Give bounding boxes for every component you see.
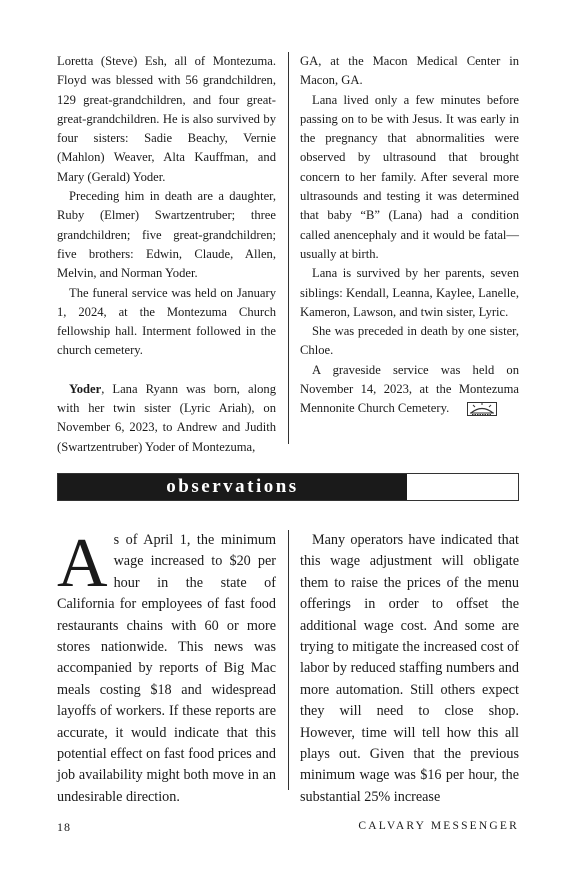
page-number: 18 [57, 820, 71, 834]
obituary-paragraph: Loretta (Steve) Esh, all of Montezuma. Floyd was blessed with 56 grandchildren, 129 great-grandchildren, and four great-great-grandchildren. He is also survived by four sisters: Sadie Beachy, Vernie (Mahlon) Weaver, Alta Kauffman, and Mary (Gerald) Yoder. [57, 54, 276, 184]
drop-cap: A [57, 525, 108, 602]
obituary-column-right [300, 52, 519, 419]
observations-text: s of April 1, the minimum wage increased to $20 per hour in the state of California for employees of fast food restaurants chains with 60 or more stores nationwide. This news was accompanied by reports of Big Mac meals costing $18 and widespread layoffs of workers. If these reports are accurate, it would indicate that this potential effect on fast food prices and job availability might both move in an undesirable direction. [57, 532, 276, 805]
section-banner [57, 473, 519, 501]
obituary-paragraph-last [300, 361, 519, 419]
publication-name: CALVARY MESSENGER [358, 820, 519, 832]
section-title: observations [166, 476, 299, 497]
column-divider-top [288, 52, 289, 444]
obituary-paragraph-yoder [57, 380, 276, 457]
sunrise-ornament-icon [467, 402, 497, 416]
obituary-paragraph: She was preceded in death by one sister, Chloe. [300, 324, 519, 358]
obituary-paragraph: Preceding him in death are a daughter, Ruby (Elmer) Swartzentruber; three grandchildren; five great-grandchildren; five brothers: Edwin, Claude, Allen, Melvin, and Norman Yoder. [57, 189, 276, 281]
column-divider-bottom [288, 530, 289, 790]
obituary-text: , Lana Ryann was born, along with her twin sister (Lyric Ariah), on November 6, 2023, to Andrew and Judith (Swartzentruber) Yoder of Montezuma, [57, 381, 276, 454]
obituary-paragraph: GA, at the Macon Medical Center in Macon, GA. [300, 54, 519, 88]
observations-paragraph [57, 525, 276, 808]
observations-paragraph: Many operators have indicated that this wage adjustment will obligate them to raise the prices of the menu offerings in order to offset the additional wage cost. And some are trying to mitigate the increased cost of labor by reduced staffing numbers and more automation. Still others expect they will need to close shop. However, time will tell how this all plays out. Given that the previous minimum wage was $16 per hour, the substantial 25% increase [300, 532, 519, 805]
obituary-text: A graveside service was held on November 14, 2023, at the Montezuma Mennonite Church Cemetery. [300, 362, 519, 416]
obituary-surname: Yoder [69, 381, 102, 396]
observations-column-left [57, 525, 276, 808]
obituary-paragraph: The funeral service was held on January 1, 2024, at the Montezuma Church fellowship hall. Interment followed in the church cemetery. [57, 285, 276, 358]
obituary-paragraph: Lana lived only a few minutes before passing on to be with Jesus. It was early in the pregnancy that abnormalities were observed by ultrasound that brought concern to her family. After several more ultrasounds and testing it was determined that baby “B” (Lana) had a condition called anencephaly and it would be fatal—usually at birth. [300, 92, 519, 261]
observations-column-right [300, 530, 519, 808]
obituary-paragraph: Lana is survived by her parents, seven siblings: Kendall, Leanna, Kaylee, Lanelle, Kameron, Lawson, and twin sister, Lyric. [300, 266, 519, 319]
obituary-column-left [57, 52, 276, 457]
